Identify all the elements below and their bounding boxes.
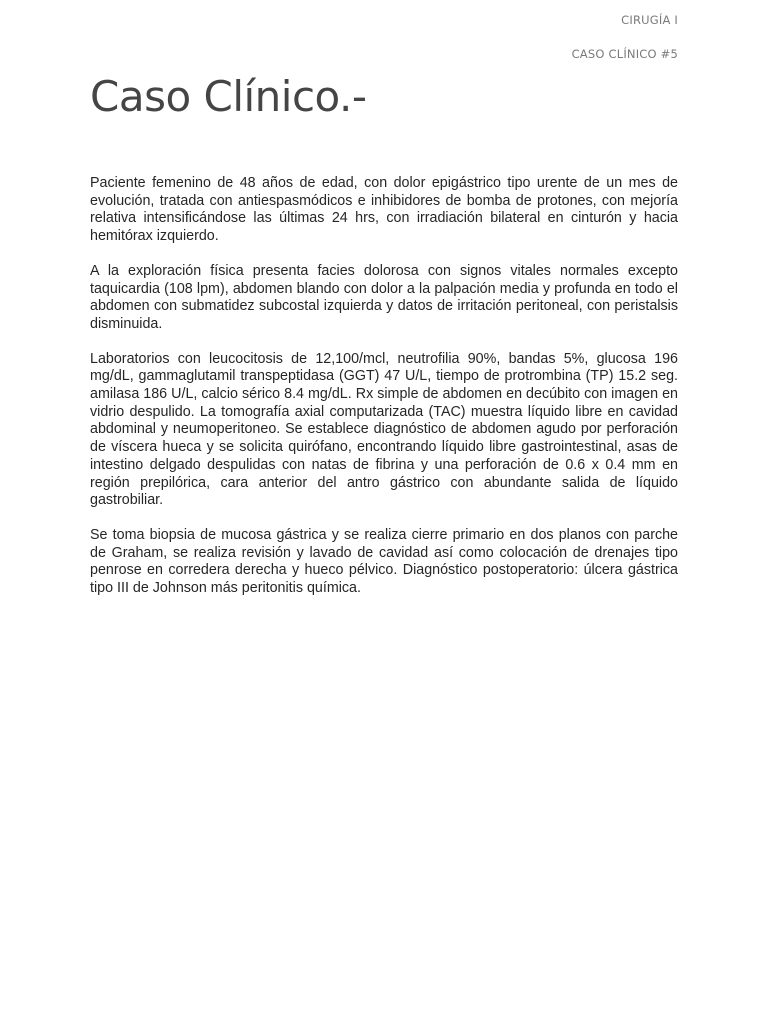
page-title: Caso Clínico.- [90, 72, 367, 121]
header-case-number: CASO CLÍNICO #5 [571, 47, 678, 61]
paragraph-physical-exam: A la exploración física presenta facies dolorosa con signos vitales normales excepto taquicardia (108 lpm), abdomen blando con dolor a la palpación media y profunda en todo el abdomen con submatidez subcostal izquierda y datos de irritación peritoneal, con peristalsis disminuida. [90, 262, 678, 332]
paragraph-surgical-treatment: Se toma biopsia de mucosa gástrica y se realiza cierre primario en dos planos con parche de Graham, se realiza revisión y lavado de cavidad así como colocación de drenajes tipo penrose en corredera derecha y hueco pélvico. Diagnóstico postoperatorio: úlcera gástrica tipo III de Johnson más peritonitis química. [90, 526, 678, 597]
document-body [90, 175, 678, 615]
header-course-label: CIRUGÍA I [621, 13, 678, 27]
paragraph-laboratory-findings: Laboratorios con leucocitosis de 12,100/mcl, neutrofilia 90%, bandas 5%, glucosa 196 mg/dL, gammaglutamil transpeptidasa (GGT) 47 U/L, tiempo de protrombina (TP) 15.2 seg. amilasa 186 U/L, calcio sérico 8.4 mg/dL. Rx simple de abdomen en decúbito con imagen en vidrio despulido. La tomografía axial computarizada (TAC) muestra líquido libre en cavidad abdominal y neumoperitoneo. Se establece diagnóstico de abdomen agudo por perforación de víscera hueca y se solicita quirófano, encontrando líquido libre gastrointestinal, asas de intestino delgado despulidas con natas de fibrina y una perforación de 0.6 x 0.4 mm en región prepilórica, cara anterior del antro gástrico con abundante salida de líquido gastrobiliar. [90, 350, 678, 509]
paragraph-patient-history: Paciente femenino de 48 años de edad, con dolor epigástrico tipo urente de un mes de evolución, tratada con antiespasmódicos e inhibidores de bomba de protones, con mejoría relativa intensificándose las últimas 24 hrs, con irradiación bilateral en cinturón y hacia hemitórax izquierdo. [90, 175, 678, 245]
